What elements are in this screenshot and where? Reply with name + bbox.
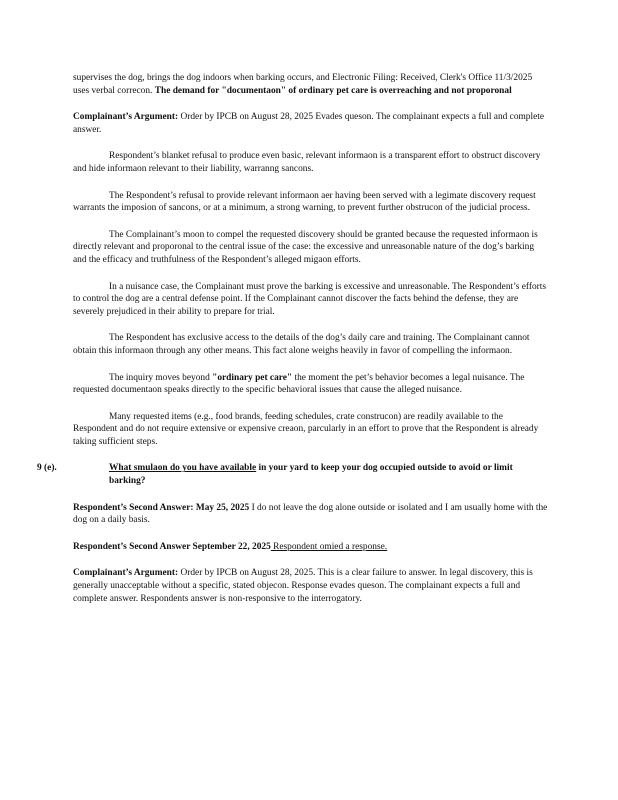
body-paragraph-1: Respondent’s blanket refusal to produce even basic, relevant informaon is a transparent effort to obstruct discovery and hide informaon relevant to their liability, warranng sancons. xyxy=(73,151,541,174)
inquiry-before: The inquiry moves beyond xyxy=(109,372,213,383)
respondent-second-answer-2 xyxy=(73,541,548,554)
inquiry-after: the moment the pet’s behavior becomes a legal nuisance. The requested documentaon speaks directly to the specific behavioral issues that cause the alleged nuisance. xyxy=(73,372,525,396)
second-answer-2-label: Respondent’s Second Answer September 22, 2025 xyxy=(73,541,271,552)
body-paragraph-3: The Complainant’s moon to compel the requested discovery should be granted because the requested informaon is directly relevant and proporonal to the central issue of the case: the excessive and unreasonable nature of the dog’s barking and the efficacy and truthfulness of the Respondent’s alleged migaon efforts. xyxy=(73,229,538,265)
question-underlined: What smulaon do you have available xyxy=(109,463,257,474)
complainant-argument-2-label: Complainant’s Argument: xyxy=(73,568,179,579)
interrogatory-question xyxy=(37,462,548,487)
second-answer-1-text: I do not leave the dog alone outside or isolated and I am usually home with the dog on a daily basis. xyxy=(73,502,548,526)
top-paragraph xyxy=(73,72,548,97)
inquiry-paragraph xyxy=(73,372,548,397)
question-number: 9 (e). xyxy=(37,463,57,474)
body-paragraph-2: The Respondent’s refusal to provide relevant informaon aer having been served with a legimate discovery request warrants the imposion of sancons, or at a minimum, a strong warning, to prevent further obstrucon of the judicial process. xyxy=(73,190,536,214)
complainant-argument-2-text: Order by IPCB on August 28, 2025. This is a clear failure to answer. In legal discovery, this is generally unacceptable without a specific, stated objecon. Response evades queson. The complainant expects a full and complete answer. Respondents answer is non-responsive to the interrogatory. xyxy=(73,568,533,604)
body-paragraph-5: The Respondent has exclusive access to the details of the dog’s daily care and training. The Complainant cannot obtain this informaon through any other means. This fact alone weighs heavily in favor of compelling the informaon. xyxy=(73,333,530,356)
complainant-argument-1-text: Order by IPCB on August 28, 2025 Evades queson. The complainant expects a full and complete answer. xyxy=(73,112,545,135)
top-paragraph-bold: The demand for "documentaon" of ordinary pet care is overreaching and not proporonal xyxy=(154,85,512,96)
complainant-argument-1 xyxy=(73,111,548,136)
second-answer-1-label: Respondent’s Second Answer: May 25, 2025 xyxy=(73,502,250,513)
complainant-argument-1-label: Complainant’s Argument: xyxy=(73,112,179,123)
respondent-second-answer-1 xyxy=(73,502,548,527)
top-paragraph-text: supervises the dog, brings the dog indoors when barking occurs, and Electronic Filing: Received, Clerk's Office 11/3/2025 uses verbal correcon. xyxy=(73,73,533,96)
body-paragraph-4: In a nuisance case, the Complainant must prove the barking is excessive and unreasonable. The Respondent’s efforts to control the dog are a central defense point. If the Complainant cannot discover the facts behind the defense, they are severely prejudiced in their ability to prepare for trial. xyxy=(73,281,547,317)
complainant-argument-2 xyxy=(73,567,548,605)
inquiry-bold: "ordinary pet care" xyxy=(212,372,293,383)
question-rest: in your yard to keep your dog occupied outside to avoid or limit barking? xyxy=(109,463,513,487)
second-answer-2-text: Respondent omied a response. xyxy=(270,541,388,552)
items-paragraph: Many requested items (e.g., food brands, feeding schedules, crate construcon) are readily available to the Respondent and do not require extensive or expensive creaon, parcularly in an effort to prove that the Respondent is already taking sufficient steps. xyxy=(73,411,539,447)
